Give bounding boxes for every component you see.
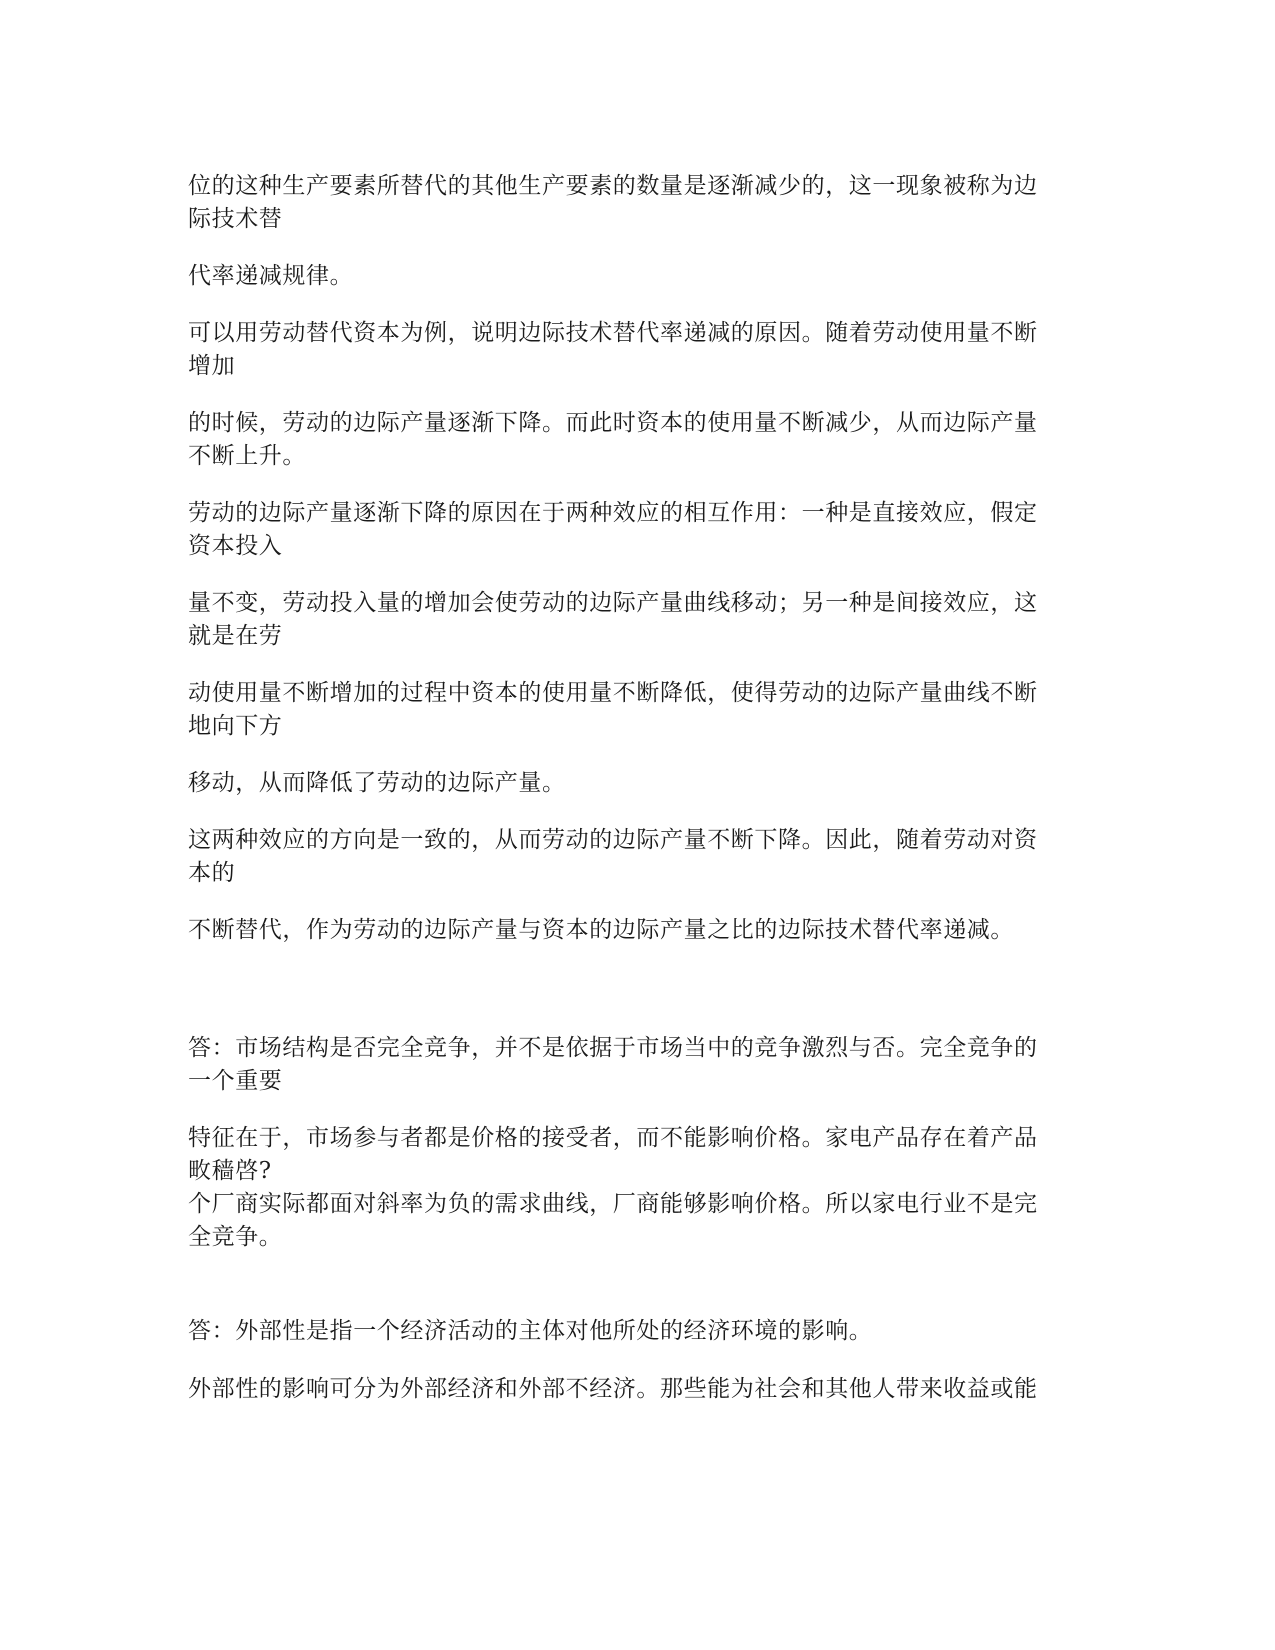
paragraph-6 xyxy=(188,587,1088,653)
paragraph-7 xyxy=(188,677,1088,743)
paragraph-1 xyxy=(188,170,1088,236)
text-line: 移动，从而降低了劳动的边际产量。 xyxy=(188,770,566,796)
paragraph-2 xyxy=(188,260,1088,293)
text-line: 量不变，劳动投入量的增加会使劳动的边际产量曲线移动；另一种是间接效应，这 xyxy=(188,590,1038,616)
text-line: 答：外部性是指一个经济活动的主体对他所处的经济环境的影响。 xyxy=(188,1318,873,1344)
paragraph-11 xyxy=(188,1032,1088,1098)
paragraph-9 xyxy=(188,824,1088,890)
paragraph-10 xyxy=(188,914,1088,947)
paragraph-4 xyxy=(188,407,1088,473)
text-line: 不断上升。 xyxy=(188,443,306,469)
text-line: 畋穑啓? xyxy=(188,1158,272,1184)
text-line: 本的 xyxy=(188,860,236,886)
text-line: 答：市场结构是否完全竞争，并不是依据于市场当中的竞争激烈与否。完全竞争的 xyxy=(188,1035,1038,1061)
text-line: 动使用量不断增加的过程中资本的使用量不断降低，使得劳动的边际产量曲线不断 xyxy=(188,680,1038,706)
text-line: 劳动的边际产量逐渐下降的原因在于两种效应的相互作用：一种是直接效应，假定 xyxy=(188,500,1038,526)
paragraph-13 xyxy=(188,1315,1088,1348)
text-line: 这两种效应的方向是一致的，从而劳动的边际产量不断下降。因此，随着劳动对资 xyxy=(188,827,1038,853)
text-line: 增加 xyxy=(188,353,236,379)
paragraph-8 xyxy=(188,767,1088,800)
paragraph-3 xyxy=(188,317,1088,383)
paragraph-5 xyxy=(188,497,1088,563)
text-line: 地向下方 xyxy=(188,713,283,739)
text-line: 可以用劳动替代资本为例，说明边际技术替代率递减的原因。随着劳动使用量不断 xyxy=(188,320,1038,346)
text-line: 全竞争。 xyxy=(188,1224,283,1250)
text-line: 资本投入 xyxy=(188,533,283,559)
text-line: 代率递减规律。 xyxy=(188,263,354,289)
text-line: 的时候，劳动的边际产量逐渐下降。而此时资本的使用量不断减少，从而边际产量 xyxy=(188,410,1038,436)
text-line: 个厂商实际都面对斜率为负的需求曲线，厂商能够影响价格。所以家电行业不是完 xyxy=(188,1191,1038,1217)
text-line: 位的这种生产要素所替代的其他生产要素的数量是逐渐减少的，这一现象被称为边 xyxy=(188,173,1038,199)
paragraph-14 xyxy=(188,1373,1088,1406)
text-line: 一个重要 xyxy=(188,1068,283,1094)
text-line: 际技术替 xyxy=(188,206,283,232)
text-line: 外部性的影响可分为外部经济和外部不经济。那些能为社会和其他人带来收益或能 xyxy=(188,1376,1038,1402)
text-line: 不断替代，作为劳动的边际产量与资本的边际产量之比的边际技术替代率递减。 xyxy=(188,917,1014,943)
text-line: 特征在于，市场参与者都是价格的接受者，而不能影响价格。家电产品存在着产品 xyxy=(188,1125,1038,1151)
paragraph-12 xyxy=(188,1122,1088,1254)
text-line: 就是在劳 xyxy=(188,623,283,649)
